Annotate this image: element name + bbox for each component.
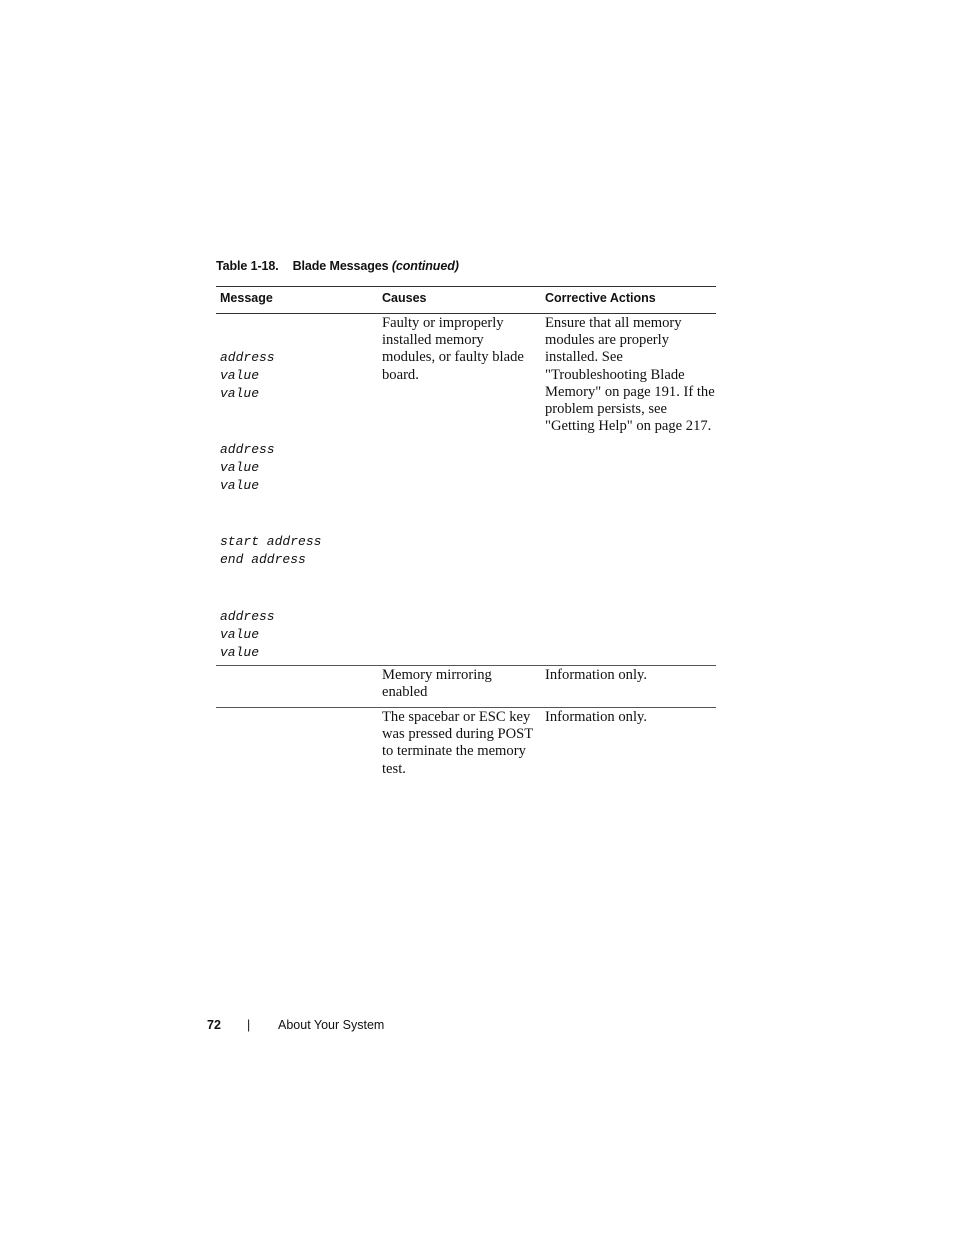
table-title: Blade Messages	[292, 259, 389, 273]
page-number: 72	[207, 1018, 221, 1032]
header-corrective-actions: Corrective Actions	[545, 291, 656, 305]
table-header	[216, 286, 716, 314]
table-row	[216, 666, 716, 708]
cause-cell: The spacebar or ESC key was pressed during POST to terminate the memory test.	[382, 709, 533, 777]
message-group	[220, 441, 275, 494]
message-token: address	[220, 350, 275, 365]
message-token: value	[220, 644, 260, 660]
message-token: address	[220, 609, 275, 624]
message-token: value	[220, 385, 260, 401]
table-caption	[216, 259, 459, 273]
message-group	[220, 608, 275, 661]
message-token: value	[220, 459, 260, 475]
action-cell: Information only.	[545, 667, 647, 683]
cause-cell: Memory mirroring enabled	[382, 667, 492, 701]
message-group	[220, 349, 275, 402]
message-token: address	[220, 442, 275, 457]
cause-cell: Faulty or improperly installed memory modules, or faulty blade board.	[382, 315, 524, 383]
table-label: Table 1-18.	[216, 259, 279, 273]
action-cell: Ensure that all memory modules are properly installed. See "Troubleshooting Blade Memory" on page 191. If the problem persists, see "Getting Help" on page 217.	[545, 315, 715, 435]
action-cell: Information only.	[545, 709, 647, 725]
message-token: value	[220, 477, 260, 493]
message-token: start address	[220, 534, 322, 549]
table-row	[216, 708, 716, 788]
message-token: value	[220, 367, 260, 383]
message-token: value	[220, 626, 260, 642]
message-token: end address	[220, 551, 306, 567]
table-row	[216, 314, 716, 666]
blade-messages-table	[216, 286, 716, 788]
section-title: About Your System	[278, 1018, 385, 1032]
footer-separator: |	[247, 1018, 251, 1032]
header-message: Message	[220, 291, 273, 305]
message-group	[220, 533, 321, 569]
table-continued: (continued)	[391, 259, 459, 273]
header-causes: Causes	[382, 291, 427, 305]
